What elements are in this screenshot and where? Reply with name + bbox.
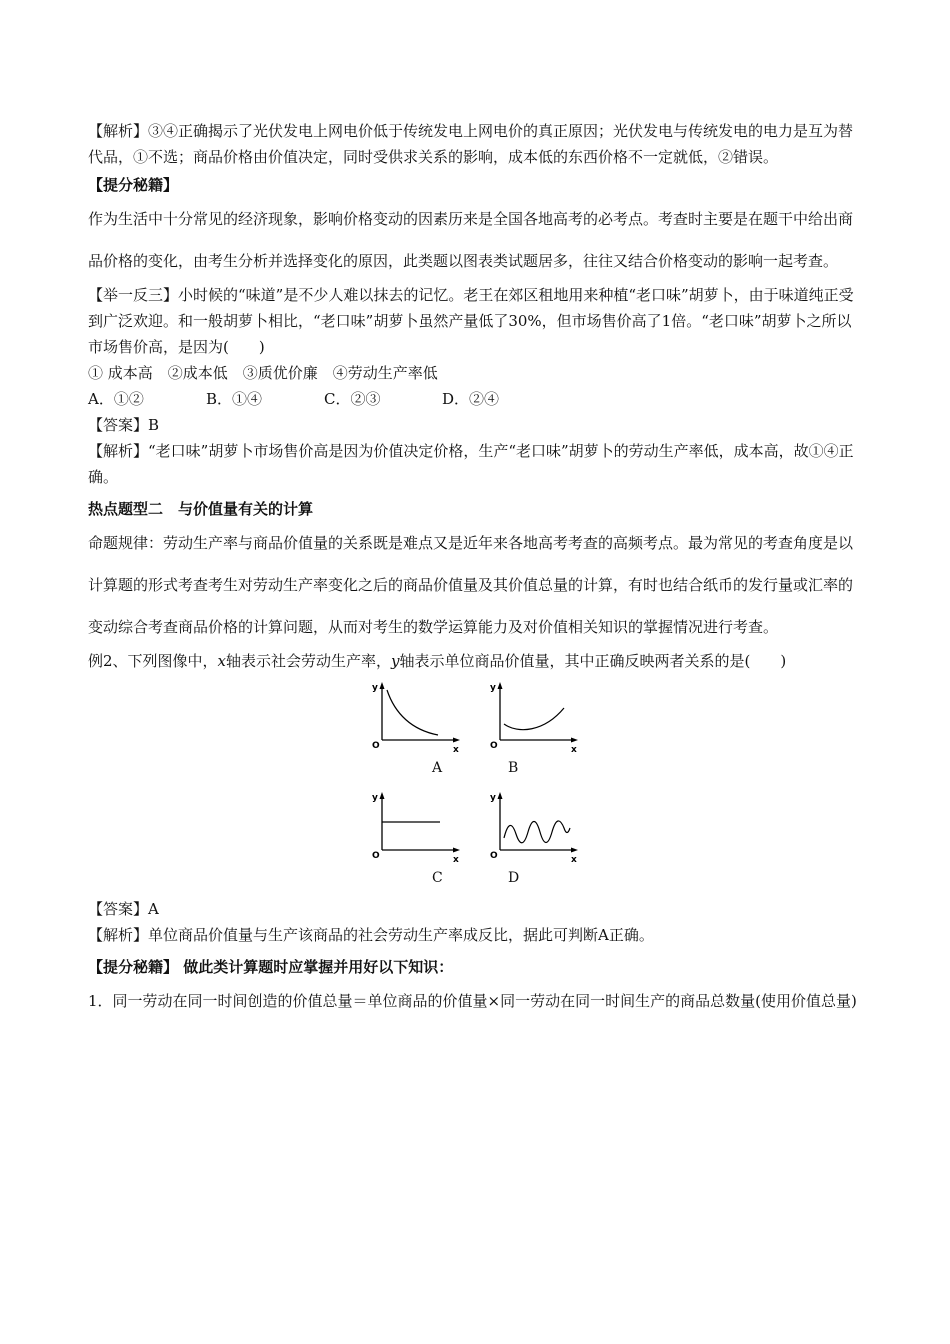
example-text-b: 轴表示社会劳动生产率，: [226, 652, 392, 670]
proposition-rule-paragraph: 命题规律：劳动生产率与商品价值量的关系既是难点又是近年来各地高考考查的高频考点。最为常见的考查角度是以计算题的形式考查考生对劳动生产率变化之后的商品价值量及其价值总量的计算，有时也结合纸币的发行量或汇率的变动综合考查商品价格的计算问题，从而对考生的数学运算能力及对价值相关知识的掌握情况进行考查。: [88, 534, 854, 636]
graph-d-origin-label: O: [490, 851, 498, 861]
tips-heading-2: 【提分秘籍】 做此类计算题时应掌握并用好以下知识：: [88, 958, 454, 976]
analysis-paragraph-3: 【解析】单位商品价值量与生产该商品的社会劳动生产率成反比，据此可判断A正确。: [88, 926, 654, 944]
graph-c-x-label: x: [453, 855, 459, 865]
graph-c-y-label: y: [372, 793, 378, 803]
example-y-var: y: [391, 652, 400, 670]
analysis-paragraph-2: 【解析】“老口味”胡萝卜市场售价高是因为价值决定价格，生产“老口味”胡萝卜的劳动生产率低，成本高，故①④正确。: [88, 442, 854, 486]
graph-a: [370, 678, 470, 776]
graph-b-caption: B: [508, 760, 519, 776]
graph-d-curve: [504, 821, 570, 843]
tips-heading-1: 【提分秘籍】: [88, 176, 179, 194]
example-x-var: x: [217, 652, 227, 670]
example-text-a: 例2、下列图像中，: [88, 652, 218, 670]
graph-b-svg: [488, 678, 588, 758]
option-c: C．②③: [324, 390, 381, 408]
graph-b-curve: [504, 708, 564, 730]
graph-a-caption: A: [432, 760, 443, 776]
graph-a-origin-label: O: [372, 741, 380, 751]
answer-2: 【答案】A: [88, 900, 159, 918]
graph-c-caption: C: [432, 870, 443, 886]
question-choices-list: ① 成本高 ②成本低 ③质优价廉 ④劳动生产率低: [88, 364, 438, 382]
graph-b-y-label: y: [490, 683, 496, 693]
graph-b: [488, 678, 588, 776]
answer-options: [88, 386, 866, 412]
example-question: [88, 648, 866, 674]
graph-d-caption: D: [508, 870, 520, 886]
graph-d-y-label: y: [490, 793, 496, 803]
graph-a-y-label: y: [372, 683, 378, 693]
tips-paragraph: 作为生活中十分常见的经济现象，影响价格变动的因素历来是全国各地高考的必考点。考查时主要是在题干中给出商品价格的变化，由考生分析并选择变化的原因，此类题以图表类试题居多，往往又结合价格变动的影响一起考查。: [88, 210, 854, 270]
graph-a-curve: [387, 690, 438, 735]
example-text-c: 轴表示单位商品价值量，其中正确反映两者关系的是( ): [399, 652, 787, 670]
option-d: D．②④: [442, 390, 500, 408]
graph-c-svg: [370, 788, 470, 868]
graph-d-x-label: x: [571, 855, 577, 865]
graph-b-x-label: x: [571, 745, 577, 755]
knowledge-point-1: 1．同一劳动在同一时间创造的价值总量＝单位商品的价值量×同一劳动在同一时间生产的商品总数量(使用价值总量): [88, 992, 857, 1010]
option-b: B．①④: [206, 390, 263, 408]
practice-question: 【举一反三】小时候的“味道”是不少人难以抹去的记忆。老王在郊区租地用来种植“老口味”胡萝卜，由于味道纯正受到广泛欢迎。和一般胡萝卜相比，“老口味”胡萝卜虽然产量低了30%，但市场售价高了1倍。“老口味”胡萝卜之所以市场售价高，是因为( ): [88, 286, 854, 356]
graph-figures: [88, 678, 866, 896]
graph-c: [370, 788, 470, 886]
graph-b-origin-label: O: [490, 741, 498, 751]
graph-a-svg: [370, 678, 470, 758]
hot-topic-heading: 热点题型二 与价值量有关的计算: [88, 500, 314, 518]
graph-d: [488, 788, 588, 886]
graph-c-origin-label: O: [372, 851, 380, 861]
document-page: [88, 118, 866, 1022]
graph-d-svg: [488, 788, 588, 868]
answer-1: 【答案】B: [88, 416, 160, 434]
option-a: A．①②: [88, 390, 144, 408]
graph-a-x-label: x: [453, 745, 459, 755]
analysis-paragraph-1: 【解析】③④正确揭示了光伏发电上网电价低于传统发电上网电价的真正原因；光伏发电与传统发电的电力是互为替代品，①不选；商品价格由价值决定，同时受供求关系的影响，成本低的东西价格不一定就低，②错误。: [88, 122, 854, 166]
